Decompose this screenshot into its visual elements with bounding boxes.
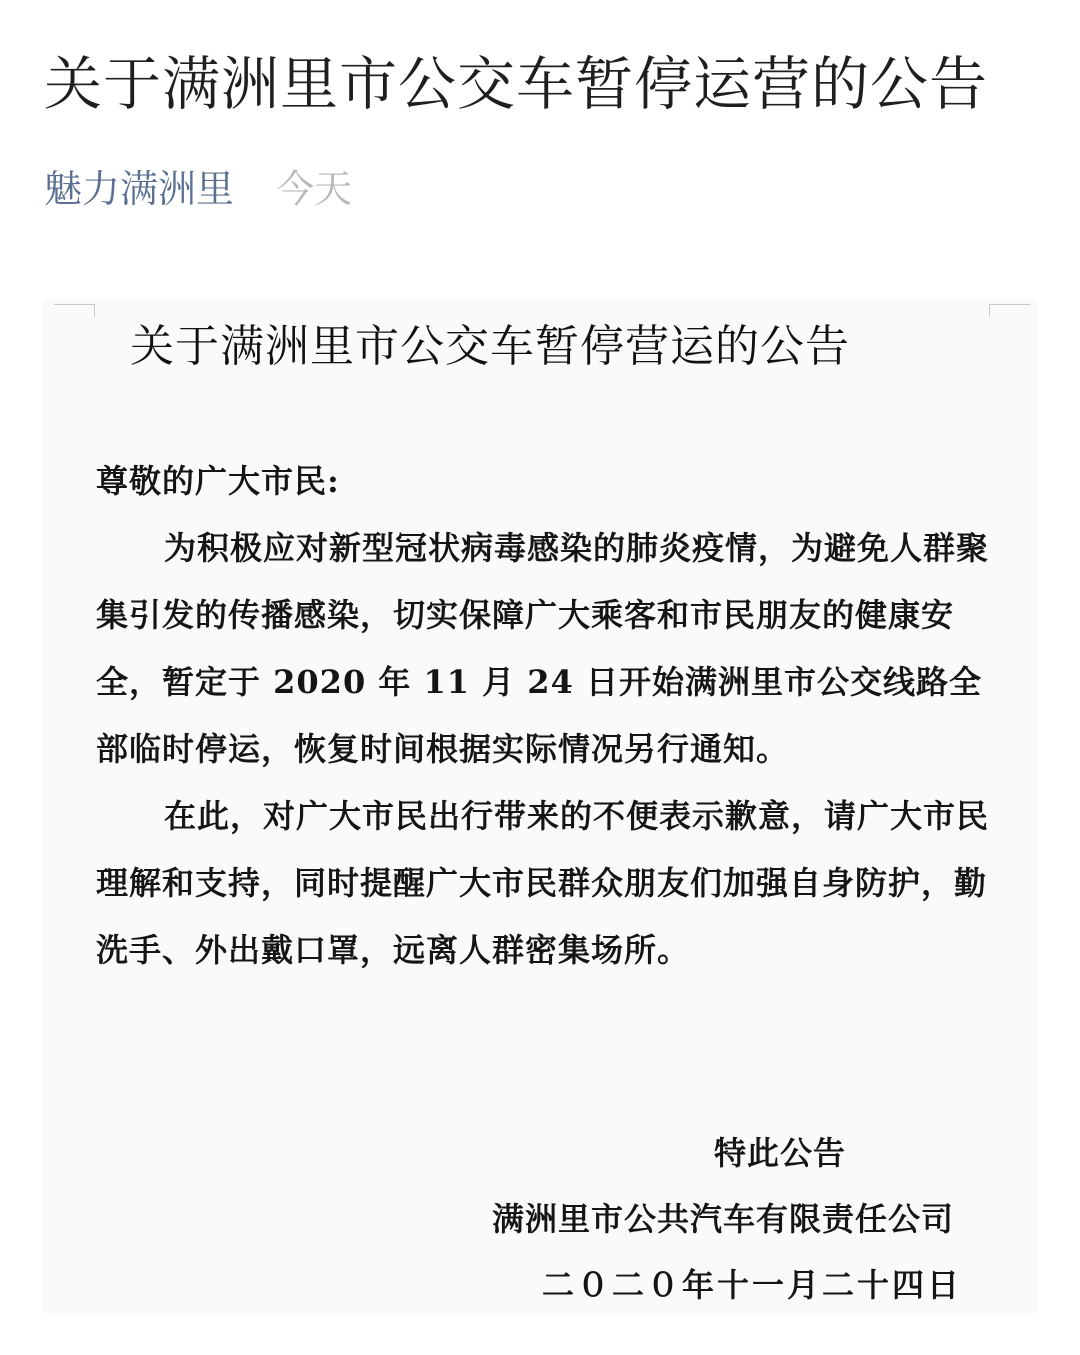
article-meta <box>44 164 352 214</box>
document-body <box>96 448 996 984</box>
notice-document-image[interactable] <box>44 300 1036 1312</box>
article-title: 关于满洲里市公交车暂停运营的公告 <box>44 50 989 118</box>
publish-date: 今天 <box>276 167 353 211</box>
account-name-link[interactable]: 魅力满洲里 <box>44 167 235 211</box>
document-issue-date: 二０二０年十一月二十四日 <box>542 1266 963 1304</box>
document-closing: 特此公告 <box>714 1134 847 1172</box>
document-paragraph: 在此，对广大市民出行带来的不便表示歉意，请广大市民理解和支持，同时提醒广大市民群众朋友们加强自身防护，勤洗手、外出戴口罩，远离人群密集场所。 <box>96 797 990 969</box>
document-issuer: 满洲里市公共汽车有限责任公司 <box>492 1200 955 1238</box>
document-paragraph: 为积极应对新型冠状病毒感染的肺炎疫情，为避免人群聚集引发的传播感染，切实保障广大乘客和市民朋友的健康安全，暂定于 2020 年 11 月 24 日开始满洲里市公交线路全部临时停运，恢复时间根据实际情况另行通知。 <box>96 529 990 768</box>
document-salutation: 尊敬的广大市民: <box>96 462 340 500</box>
document-title: 关于满洲里市公交车暂停营运的公告 <box>130 321 850 372</box>
